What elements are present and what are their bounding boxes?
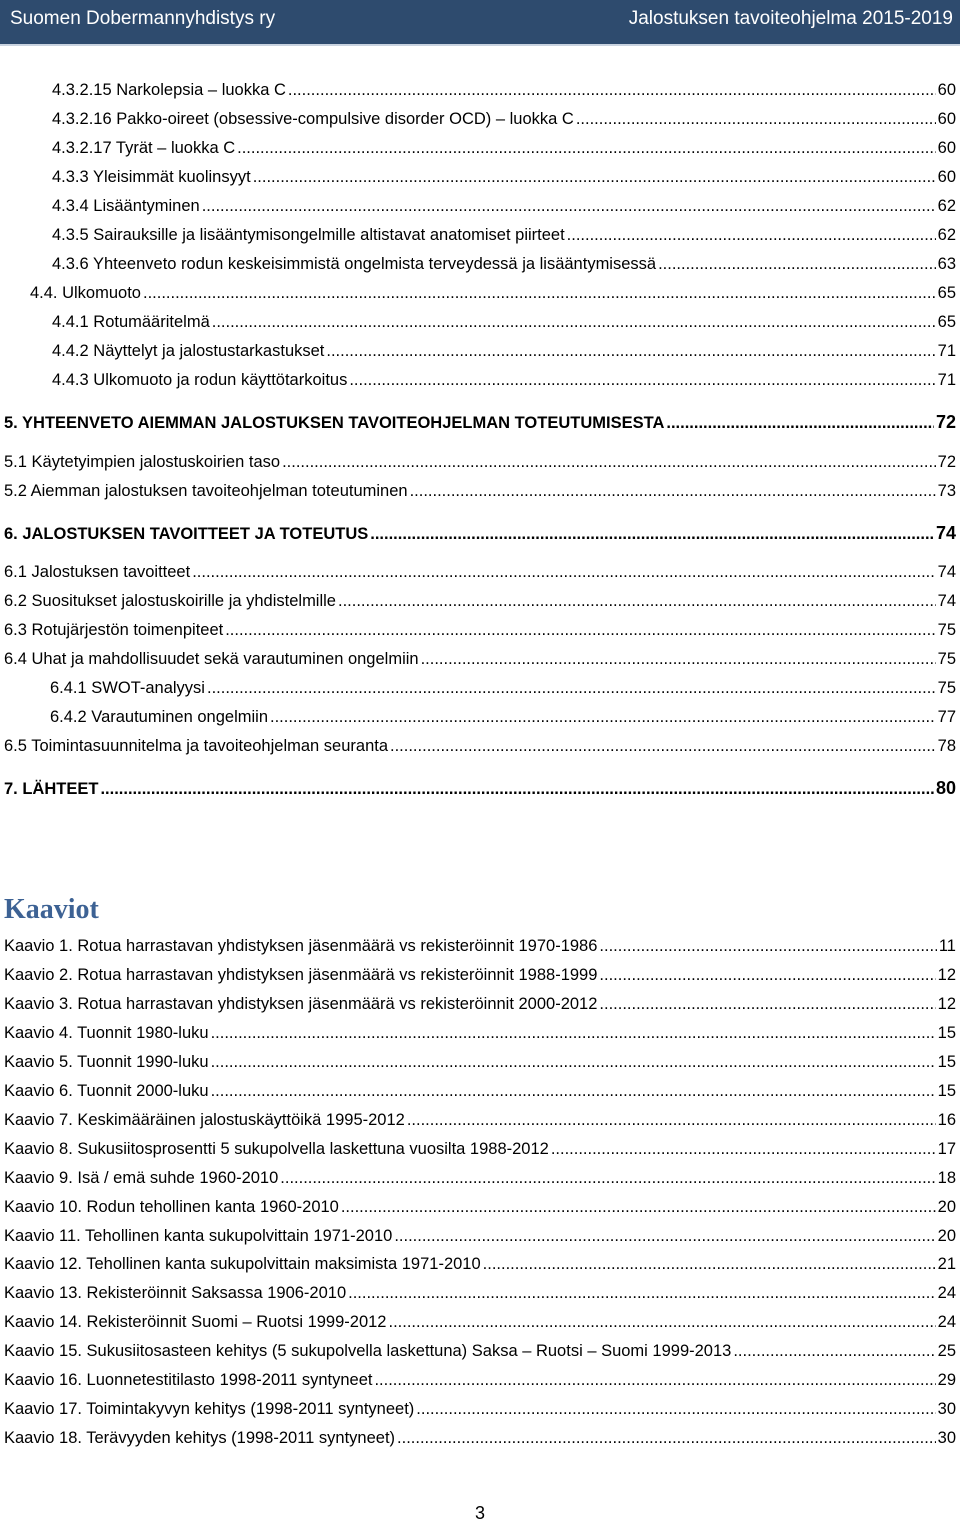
- chart-entry-title: Kaavio 9. Isä / emä suhde 1960-2010: [4, 1168, 279, 1187]
- chart-dot-leader: [407, 1110, 936, 1130]
- chart-dot-leader: [394, 1226, 935, 1246]
- chart-entry-page: 24: [937, 1313, 956, 1332]
- chart-dot-leader: [348, 1283, 936, 1303]
- header-document-title: Jalostuksen tavoiteohjelma 2015-2019: [628, 8, 953, 29]
- toc-entry[interactable]: [0, 138, 960, 158]
- toc-dot-leader: [270, 707, 936, 727]
- toc-entry-title: 4.3.2.16 Pakko-oireet (obsessive-compulsive disorder OCD) – luokka C: [52, 110, 574, 128]
- toc-entry-page: 60: [937, 110, 956, 128]
- chart-list-entry[interactable]: [0, 1168, 960, 1188]
- chart-entry-page: 12: [937, 994, 956, 1013]
- section-title: Kaaviot: [4, 894, 99, 925]
- chart-list-entry[interactable]: [0, 1399, 960, 1419]
- chart-entry-title: Kaavio 4. Tuonnit 1980-luku: [4, 1023, 209, 1042]
- toc-entry[interactable]: [0, 649, 960, 669]
- toc-entry-page: 60: [937, 168, 956, 186]
- toc-entry-page: 75: [937, 621, 956, 639]
- toc-dot-leader: [282, 452, 936, 472]
- chart-entry-title: Kaavio 14. Rekisteröinnit Suomi – Ruotsi 1999-2012: [4, 1313, 387, 1332]
- toc-dot-leader: [237, 138, 936, 158]
- toc-entry-title: 5. YHTEENVETO AIEMMAN JALOSTUKSEN TAVOITEOHJELMAN TOTEUTUMISESTA: [4, 414, 665, 432]
- toc-entry[interactable]: [0, 341, 960, 361]
- chart-dot-leader: [599, 994, 935, 1014]
- toc-dot-leader: [410, 481, 936, 501]
- toc-entry-title: 4.3.2.17 Tyrät – luokka C: [52, 139, 236, 157]
- toc-entry-title: 4.4. Ulkomuoto: [30, 284, 141, 302]
- chart-list-entry[interactable]: [0, 936, 960, 956]
- toc-dot-leader: [326, 341, 935, 361]
- toc-entry-page: 73: [937, 482, 956, 500]
- toc-entry[interactable]: [0, 620, 960, 640]
- toc-entry[interactable]: [0, 591, 960, 611]
- toc-entry-page: 77: [937, 708, 956, 726]
- chart-entry-page: 20: [937, 1197, 956, 1216]
- toc-entry-page: 72: [937, 453, 956, 471]
- chart-entry-title: Kaavio 1. Rotua harrastavan yhdistyksen jäsenmäärä vs rekisteröinnit 1970-1986: [4, 937, 598, 955]
- toc-dot-leader: [421, 649, 936, 669]
- toc-entry-title: 5.2 Aiemman jalostuksen tavoiteohjelman toteutuminen: [4, 482, 408, 500]
- toc-entry-page: 75: [937, 679, 956, 697]
- toc-entry-title: 6.3 Rotujärjestön toimenpiteet: [4, 621, 224, 639]
- toc-entry-title: 4.3.5 Sairauksille ja lisääntymisongelmille altistavat anatomiset piirteet: [52, 226, 565, 244]
- toc-entry-title: 6.4 Uhat ja mahdollisuudet sekä varautuminen ongelmiin: [4, 650, 419, 668]
- chart-entry-title: Kaavio 16. Luonnetestitilasto 1998-2011 syntyneet: [4, 1371, 373, 1390]
- chart-entry-title: Kaavio 13. Rekisteröinnit Saksassa 1906-2010: [4, 1284, 347, 1303]
- toc-dot-leader: [370, 524, 934, 544]
- chart-list-entry[interactable]: [0, 1197, 960, 1217]
- toc-entry-title: 6. JALOSTUKSEN TAVOITTEET JA TOTEUTUS: [4, 525, 369, 543]
- chart-dot-leader: [483, 1254, 936, 1274]
- toc-dot-leader: [288, 80, 936, 100]
- toc-entry[interactable]: [0, 778, 960, 799]
- toc-entry-title: 4.4.3 Ulkomuoto ja rodun käyttötarkoitus: [52, 371, 348, 389]
- chart-entry-page: 16: [937, 1110, 956, 1129]
- chart-entry-title: Kaavio 18. Terävyyden kehitys (1998-2011 syntyneet): [4, 1429, 396, 1448]
- chart-entry-page: 29: [937, 1371, 956, 1390]
- toc-entry[interactable]: [0, 312, 960, 332]
- chart-entry-page: 15: [937, 1023, 956, 1042]
- toc-dot-leader: [658, 254, 936, 274]
- chart-entry-title: Kaavio 11. Tehollinen kanta sukupolvittain 1971-2010: [4, 1226, 393, 1245]
- toc-entry[interactable]: [0, 167, 960, 187]
- toc-entry[interactable]: [0, 109, 960, 129]
- toc-entry-title: 5.1 Käytetyimpien jalostuskoirien taso: [4, 453, 281, 471]
- page-header: [0, 0, 960, 46]
- toc-entry[interactable]: [0, 562, 960, 582]
- toc-entry-page: 71: [937, 371, 956, 389]
- chart-dot-leader: [280, 1168, 935, 1188]
- chart-list-entry[interactable]: [0, 1052, 960, 1072]
- toc-entry-title: 4.3.3 Yleisimmät kuolinsyyt: [52, 168, 251, 186]
- toc-entry[interactable]: [0, 481, 960, 501]
- chart-list-entry[interactable]: [0, 994, 960, 1014]
- chart-list-entry[interactable]: [0, 1254, 960, 1274]
- toc-dot-leader: [207, 678, 936, 698]
- toc-entry-page: 65: [937, 284, 956, 302]
- page-number: 3: [474, 1503, 485, 1523]
- toc-entry[interactable]: [0, 225, 960, 245]
- chart-dot-leader: [388, 1312, 935, 1332]
- chart-dot-leader: [733, 1341, 935, 1361]
- toc-entry-title: 7. LÄHTEET: [4, 780, 99, 798]
- toc-entry-title: 4.4.2 Näyttelyt ja jalostustarkastukset: [52, 342, 325, 360]
- chart-entry-title: Kaavio 10. Rodun tehollinen kanta 1960-2010: [4, 1197, 339, 1216]
- chart-list-entry[interactable]: [0, 1283, 960, 1303]
- chart-entry-page: 25: [937, 1342, 956, 1361]
- chart-dot-leader: [211, 1023, 936, 1043]
- toc-entry-page: 78: [937, 737, 956, 755]
- toc-dot-leader: [390, 736, 936, 756]
- toc-entry[interactable]: [0, 412, 960, 433]
- toc-entry-page: 71: [937, 342, 956, 360]
- toc-entry-title: 4.3.4 Lisääntyminen: [52, 197, 200, 215]
- toc-dot-leader: [338, 591, 936, 611]
- toc-entry-title: 4.3.6 Yhteenveto rodun keskeisimmistä ongelmista terveydessä ja lisääntymisessä: [52, 255, 657, 273]
- chart-entry-page: 30: [937, 1429, 956, 1448]
- chart-entry-page: 17: [937, 1139, 956, 1158]
- toc-entry-page: 60: [937, 81, 956, 99]
- toc-entry[interactable]: [0, 707, 960, 727]
- toc-dot-leader: [567, 225, 936, 245]
- chart-entry-page: 15: [937, 1081, 956, 1100]
- chart-list-entry[interactable]: [0, 1023, 960, 1043]
- toc-entry[interactable]: [0, 523, 960, 544]
- toc-entry-title: 6.2 Suositukset jalostuskoirille ja yhdistelmille: [4, 592, 336, 610]
- toc-entry-page: 74: [937, 592, 956, 610]
- toc-dot-leader: [100, 779, 934, 799]
- chart-dot-leader: [416, 1399, 935, 1419]
- chart-dot-leader: [397, 1428, 936, 1448]
- toc-entry[interactable]: [0, 254, 960, 274]
- chart-entry-title: Kaavio 6. Tuonnit 2000-luku: [4, 1081, 209, 1100]
- toc-entry[interactable]: [0, 452, 960, 472]
- chart-dot-leader: [211, 1081, 936, 1101]
- toc-dot-leader: [576, 109, 936, 129]
- toc-dot-leader: [253, 167, 936, 187]
- toc-entry-page: 74: [937, 563, 956, 581]
- chart-entry-title: Kaavio 5. Tuonnit 1990-luku: [4, 1052, 209, 1071]
- chart-dot-leader: [211, 1052, 936, 1072]
- toc-entry[interactable]: [0, 283, 960, 303]
- chart-entry-title: Kaavio 3. Rotua harrastavan yhdistyksen jäsenmäärä vs rekisteröinnit 2000-2012: [4, 994, 598, 1013]
- chart-dot-leader: [374, 1370, 935, 1390]
- toc-entry-title: 6.4.2 Varautuminen ongelmiin: [50, 708, 268, 726]
- chart-dot-leader: [551, 1139, 936, 1159]
- chart-entry-title: Kaavio 15. Sukusiitosasteen kehitys (5 sukupolvella laskettuna) Saksa – Ruotsi – Suomi 1999-2013: [4, 1342, 732, 1361]
- chart-list-entry[interactable]: [0, 1312, 960, 1332]
- chart-entry-title: Kaavio 8. Sukusiitosprosentti 5 sukupolvella laskettuna vuosilta 1988-2012: [4, 1139, 549, 1158]
- toc-entry-page: 62: [937, 226, 956, 244]
- header-rule: [0, 44, 960, 46]
- toc-dot-leader: [202, 196, 936, 216]
- chart-list-entry[interactable]: [0, 1226, 960, 1246]
- toc-entry-title: 4.4.1 Rotumääritelmä: [52, 313, 210, 331]
- toc-entry-page: 74: [935, 523, 956, 543]
- toc-entry-page: 80: [935, 778, 956, 798]
- toc-entry[interactable]: [0, 370, 960, 390]
- chart-entry-page: 15: [937, 1052, 956, 1071]
- toc-entry-page: 72: [935, 412, 956, 432]
- chart-list-entry[interactable]: [0, 1081, 960, 1101]
- chart-list-entry[interactable]: [0, 1139, 960, 1159]
- toc-entry-title: 6.1 Jalostuksen tavoitteet: [4, 563, 191, 581]
- chart-list-entry[interactable]: [0, 965, 960, 985]
- header-organization: Suomen Dobermannyhdistys ry: [10, 8, 276, 29]
- chart-list-entry[interactable]: [0, 1370, 960, 1390]
- chart-entry-page: 24: [937, 1284, 956, 1303]
- toc-entry[interactable]: [0, 678, 960, 698]
- toc-dot-leader: [143, 283, 936, 303]
- chart-entry-title: Kaavio 2. Rotua harrastavan yhdistyksen jäsenmäärä vs rekisteröinnit 1988-1999: [4, 965, 598, 984]
- chart-list-entry[interactable]: [0, 1110, 960, 1130]
- toc-entry-page: 63: [937, 255, 956, 273]
- toc-dot-leader: [192, 562, 935, 582]
- chart-entry-page: 21: [937, 1255, 956, 1274]
- toc-entry-page: 65: [937, 313, 956, 331]
- chart-entry-page: 12: [937, 965, 956, 984]
- chart-entry-page: 11: [938, 937, 956, 955]
- chart-entry-page: 20: [937, 1226, 956, 1245]
- toc-dot-leader: [225, 620, 935, 640]
- chart-entry-title: Kaavio 7. Keskimääräinen jalostuskäyttöikä 1995-2012: [4, 1110, 405, 1129]
- chart-entry-page: 30: [937, 1400, 956, 1419]
- toc-entry-title: 6.4.1 SWOT-analyysi: [50, 679, 205, 697]
- toc-dot-leader: [666, 413, 934, 433]
- chart-dot-leader: [599, 965, 935, 985]
- chart-list-entry[interactable]: [0, 1428, 960, 1448]
- toc-entry-page: 75: [937, 650, 956, 668]
- toc-dot-leader: [349, 370, 935, 390]
- toc-dot-leader: [212, 312, 936, 332]
- chart-entry-title: Kaavio 17. Toimintakyvyn kehitys (1998-2011 syntyneet): [4, 1400, 415, 1419]
- toc-entry[interactable]: [0, 80, 960, 100]
- chart-dot-leader: [341, 1197, 936, 1217]
- toc-entry[interactable]: [0, 736, 960, 756]
- toc-entry-title: 4.3.2.15 Narkolepsia – luokka C: [52, 81, 286, 99]
- toc-entry-title: 6.5 Toimintasuunnitelma ja tavoiteohjelman seuranta: [4, 737, 389, 755]
- toc-entry-page: 62: [937, 197, 956, 215]
- chart-list-entry[interactable]: [0, 1341, 960, 1361]
- chart-dot-leader: [599, 936, 936, 956]
- chart-entry-title: Kaavio 12. Tehollinen kanta sukupolvittain maksimista 1971-2010: [4, 1255, 481, 1274]
- chart-entry-page: 18: [937, 1168, 956, 1187]
- toc-entry[interactable]: [0, 196, 960, 216]
- toc-entry-page: 60: [937, 139, 956, 157]
